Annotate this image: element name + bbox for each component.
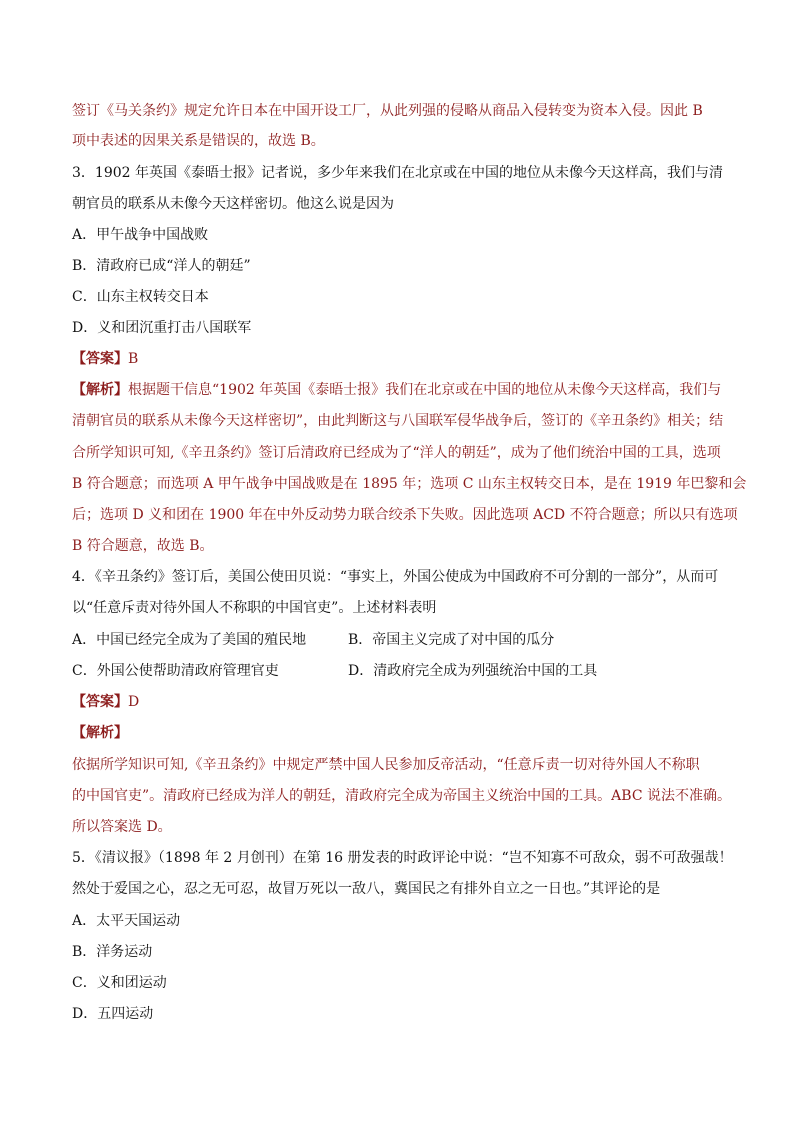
- analysis-tag: 【解析】: [72, 725, 128, 741]
- answer-value: B: [128, 351, 139, 367]
- q5-option-a: A．太平天国运动: [72, 913, 181, 929]
- q3-analysis-line: B 符合题意；而选项 A 甲午战争中国战败是在 1895 年；选项 C 山东主权转交日本，是在 1919 年巴黎和会: [72, 476, 747, 492]
- q3-analysis-line: [72, 380, 721, 400]
- q4-analysis-line: 的中国官吏”。清政府已经成为洋人的朝廷，清政府完全成为帝国主义统治中国的工具。ABC 说法不准确。: [72, 788, 731, 804]
- intro-line: 项中表述的因果关系是错误的，故选 B。: [72, 133, 325, 149]
- q3-answer: [72, 349, 138, 369]
- analysis-tag: 【解析】: [72, 382, 128, 398]
- q4-options-row: [72, 661, 722, 681]
- q4-options-row: [72, 630, 722, 650]
- q4-answer: [72, 692, 139, 712]
- intro-line: 签订《马关条约》规定允许日本在中国开设工厂，从此列强的侵略从商品入侵转变为资本入侵。因此 B: [72, 103, 703, 119]
- q4-stem-line: 以“任意斥责对待外国人不称职的中国官吏”。上述材料表明: [72, 600, 437, 616]
- q3-analysis-line: 后；选项 D 义和团在 1900 年在中外反动势力联合绞杀下失败。因此选项 ACD 不符合题意；所以只有选项: [72, 507, 738, 523]
- q4-analysis-line: 依据所学知识可知,《辛丑条约》中规定严禁中国人民参加反帝活动，“任意斥责一切对待外国人不称职: [72, 757, 700, 773]
- answer-tag: 【答案】: [72, 694, 128, 710]
- q5-stem-line: 5．《清议报》（1898 年 2 月创刊）在第 16 册发表的时政评论中说：“岂不知寡不可敌众，弱不可敌强哉！: [72, 850, 733, 866]
- answer-value: D: [128, 694, 140, 710]
- q3-stem-line: 3．1902 年英国《泰晤士报》记者说，多少年来我们在北京或在中国的地位从未像今天这样高，我们与清: [72, 165, 723, 181]
- q3-option-b: B．清政府已成“洋人的朝廷”: [72, 258, 251, 274]
- q4-analysis-line: 所以答案选 D。: [72, 819, 172, 835]
- q4-option-b: B．帝国主义完成了对中国的瓜分: [348, 632, 555, 648]
- q3-option-a: A．甲午战争中国战败: [72, 227, 209, 243]
- q4-option-c: C．外国公使帮助清政府管理官吏: [72, 663, 279, 679]
- q3-option-d: D．义和团沉重打击八国联军: [72, 320, 252, 336]
- q4-stem-line: 4．《辛丑条约》签订后，美国公使田贝说：“事实上，外国公使成为中国政府不可分割的一部分”，从而可: [72, 569, 719, 585]
- q3-option-c: C．山东主权转交日本: [72, 289, 209, 305]
- q5-option-c: C．义和团运动: [72, 975, 167, 991]
- q4-option-d: D．清政府完全成为列强统治中国的工具: [348, 663, 598, 679]
- q3-analysis-line: 清朝官员的联系从未像今天这样密切”，由此判断这与八国联军侵华战争后，签订的《辛丑条约》相关；结: [72, 413, 724, 429]
- q4-analysis-heading: [72, 723, 128, 743]
- q3-analysis-line: 合所学知识可知,《辛丑条约》签订后清政府已经成为了“洋人的朝廷”，成为了他们统治中国的工具，选项: [72, 445, 721, 461]
- q4-option-a: A．中国已经完全成为了美国的殖民地: [72, 632, 307, 648]
- q3-stem-line: 朝官员的联系从未像今天这样密切。他这么说是因为: [72, 196, 394, 212]
- q3-analysis-line: B 符合题意，故选 B。: [72, 538, 214, 554]
- q5-option-d: D．五四运动: [72, 1006, 154, 1022]
- q5-stem-line: 然处于爱国之心，忍之无可忍，故冒万死以一敌八，冀国民之有排外自立之一日也。”其评论的是: [72, 881, 661, 897]
- answer-tag: 【答案】: [72, 351, 128, 367]
- analysis-text: 根据题干信息“1902 年英国《泰晤士报》我们在北京或在中国的地位从未像今天这样高，我们与: [128, 382, 722, 398]
- q5-option-b: B．洋务运动: [72, 944, 153, 960]
